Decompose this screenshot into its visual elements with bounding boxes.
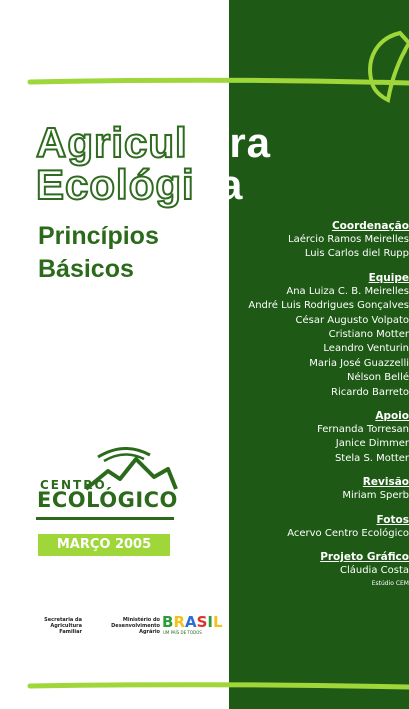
brasil-logo xyxy=(162,612,223,631)
credit-name: Miriam Sperb xyxy=(342,490,409,502)
credit-name: Acervo Centro Ecológico xyxy=(287,527,409,539)
subtitle-line-1: Princípios xyxy=(38,222,159,250)
brasil-letter: B xyxy=(162,613,174,631)
sponsor-secretaria xyxy=(34,617,82,635)
sponsor-line: Agricultura Familiar xyxy=(50,623,82,635)
brasil-letter: S xyxy=(196,613,208,631)
subtitle-line-2: Básicos xyxy=(38,255,134,283)
brasil-logo-text xyxy=(162,613,223,631)
title-part: tura xyxy=(187,119,272,166)
date-badge: MARÇO 2005 xyxy=(38,534,170,556)
credit-name: Leandro Venturin xyxy=(323,343,409,355)
credit-name: Janice Dimmer xyxy=(335,438,409,450)
credit-name: Maria José Guazzelli xyxy=(309,357,409,369)
logo-word-centro: CENTRO xyxy=(40,478,107,492)
credit-name: César Augusto Volpato xyxy=(295,314,409,326)
credit-heading: Coordenação xyxy=(331,220,409,232)
credit-name: Stela S. Motter xyxy=(334,452,409,464)
credit-name: André Luis Rodrigues Gonçalves xyxy=(248,300,409,312)
credit-name: Ricardo Barreto xyxy=(331,386,409,398)
sponsor-line: Ministério do xyxy=(122,617,160,623)
credit-name: Cristiano Motter xyxy=(328,329,409,341)
title-line-1 xyxy=(36,119,272,166)
credit-group xyxy=(229,475,409,503)
brasil-letter: A xyxy=(185,613,197,631)
credit-group xyxy=(229,550,409,587)
logo-rule xyxy=(36,517,174,520)
bottom-stripe xyxy=(30,682,409,690)
leaf-icon xyxy=(360,28,409,118)
sponsor-line: Secretaria da xyxy=(44,617,82,623)
title-part: ca xyxy=(194,161,244,208)
credit-heading: Projeto Gráfico xyxy=(320,551,409,564)
credit-name: Luis Carlos diel Rupp xyxy=(304,248,409,260)
credit-name: Cláudia Costa xyxy=(339,565,409,577)
logo-word-ecologico: ECOLÓGICO xyxy=(37,488,178,512)
credit-group xyxy=(229,219,409,262)
title-line-2 xyxy=(36,161,244,208)
brasil-tagline: UM PAÍS DE TODOS xyxy=(163,630,202,635)
title-part: Ecológi xyxy=(36,161,195,208)
credit-name: Nélson Bellé xyxy=(347,372,409,384)
sponsor-line: Desenvolvimento Agrário xyxy=(111,623,160,635)
credit-heading: Revisão xyxy=(362,476,409,489)
credit-group xyxy=(229,409,409,466)
brasil-letter: I xyxy=(207,613,214,631)
credits xyxy=(229,219,409,597)
credit-heading: Apoio xyxy=(375,410,409,423)
top-stripe xyxy=(30,78,409,86)
credit-group xyxy=(229,513,409,541)
brasil-letter: R xyxy=(173,613,185,631)
brasil-letter: L xyxy=(213,613,223,631)
credit-name: Fernanda Torresan xyxy=(317,424,409,436)
sponsor-ministerio xyxy=(92,617,160,635)
credit-group xyxy=(229,271,409,400)
credit-name: Laércio Ramos Meirelles xyxy=(288,234,409,245)
credit-name: Ana Luiza C. B. Meirelles xyxy=(286,285,409,297)
credit-small: Estúdio CEM xyxy=(371,579,409,587)
credit-heading: Equipe xyxy=(368,271,409,284)
credit-heading: Fotos xyxy=(376,513,409,526)
title-part: Agricul xyxy=(36,119,188,166)
